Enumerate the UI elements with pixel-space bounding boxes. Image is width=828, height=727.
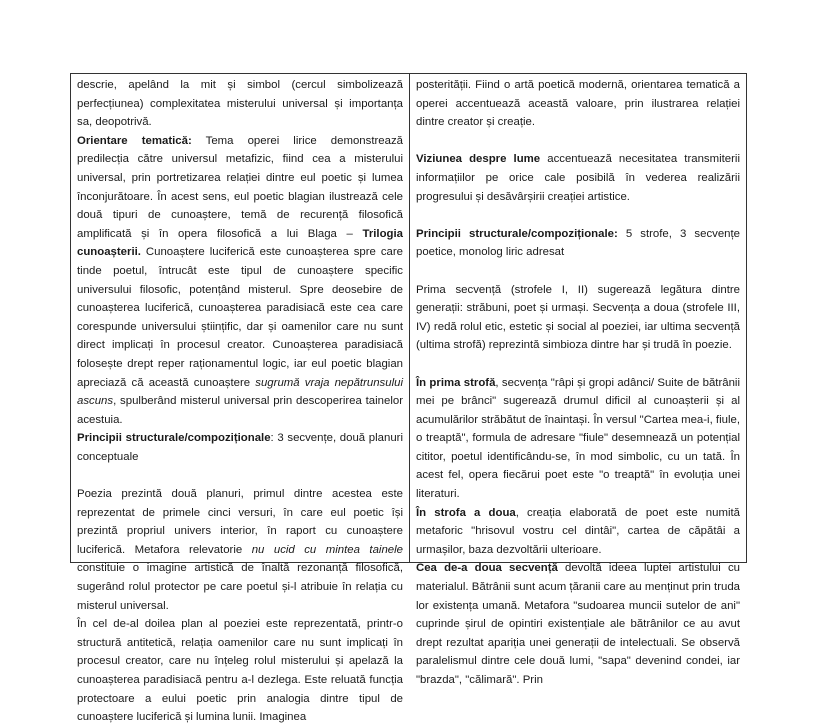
text: devoltă ideea luptei artistului cu materialul. Bătrânii sunt acum țăranii care au menținut prin truda lor existența umană. Metafora "sudoarea muncii sutelor de ani" cuprinde șirul de opintiri existențiale ale bătrânilor ce au avut drept rezultat apariția unei generații de intelectuali. Se observă paralelismul dintre cele două lumi, "sapa" devenind condei, iar "brazda", "călimară". Prin (416, 562, 740, 686)
text: , creația elaborată de poet este numită metaforic "hrisovul vostru cel dintâi", cartea de căpătâi a urmașilor, baza dezvoltării ulterioare. (416, 506, 740, 556)
section-label: În strofa a doua (416, 506, 516, 519)
paragraph-first-plan (77, 485, 403, 615)
paragraph-sequences (416, 281, 740, 355)
italic-quote: sugrumă vraja nepătrunsului ascuns (77, 376, 403, 408)
paragraph-world-view (416, 150, 740, 206)
spacer (416, 355, 740, 374)
section-label: Principii structurale/compoziționale (77, 432, 271, 445)
section-label: Orientare tematică: (77, 134, 192, 147)
section-label: Cea de-a doua secvență (416, 562, 558, 575)
bold-title: Trilogia cunoașterii. (77, 227, 403, 259)
section-label: În prima strofă (416, 376, 496, 389)
paragraph-second-stanza (416, 504, 740, 560)
text: Poezia prezintă două planuri, primul dintre acestea este reprezentat de primele cinci versuri, în care eul poetic își prezintă propriul univers interior, în raport cu cunoaștere luciferică. Metafora relevatorie (77, 488, 403, 556)
paragraph-second-plan (77, 615, 403, 727)
spacer (77, 466, 403, 485)
text: 5 strofe, 3 secvențe poetice, monolog liric adresat (416, 227, 740, 259)
text: Cunoaștere luciferică este cunoașterea spre care tinde poetul, întrucât este tipul de cunoaștere specific universului filosofic, potențând misterul. Spre deosebire de cunoașterea luciferică, cunoașterea paradisiacă este cea care corespunde universului științific, dar și oamenilor care nu sunt direct implicați în procesul creator. Cunoașterea paradisiacă folosește drept reper raționamentul logic, iar eul poetic blagian apreciază că această cunoaștere (77, 246, 403, 389)
spacer (416, 262, 740, 281)
paragraph-structural-principles (416, 225, 740, 262)
text: Tema operei lirice demonstrează predilecția către universul metafizic, fiind cea a misterului universal, prin portretizarea relației dintre eul poetic și lumea înconjurătoare. În acest sens, eul poetic blagian ilustrează cele două tipuri de cunoaștere, temă de recurență filosofică amplificată și în opera filosofică a lui Blaga – (77, 134, 403, 240)
italic-quote: nu ucid cu mintea tainele (251, 543, 403, 556)
right-column (410, 74, 746, 686)
text: descrie, apelând la mit și simbol (cercul simbolizează perfecțiunea) complexitatea misterului universal și importanța sa, deopotrivă. (77, 79, 403, 129)
text: Prima secvență (strofele I, II) sugerează legătura dintre generații: străbuni, poet și urmași. Secvența a doua (strofele III, IV) redă rolul etic, estetic și social al poeziei, iar ultima secvență (ultima strofă) reprezintă simbioza dintre har și trudă în poezie. (416, 283, 740, 352)
paragraph-second-sequence (416, 559, 740, 689)
paragraph-thematic-orientation (77, 132, 403, 430)
paragraph-posterity (416, 76, 740, 132)
left-column (71, 74, 410, 724)
paragraph-intro (77, 76, 403, 132)
text: , spulberând misterul universal prin descoperirea tainelor acestuia. (77, 395, 403, 426)
section-label: Principii structurale/compoziționale: (416, 227, 618, 240)
spacer (416, 132, 740, 151)
paragraph-first-stanza (416, 374, 740, 504)
section-label: Viziunea despre lume (416, 153, 541, 166)
spacer (416, 206, 740, 225)
text: În cel de-al doilea plan al poeziei este reprezentată, printr-o structură antitetică, relația oamenilor care nu sunt implicați în procesul creator, care nu înțeleg rolul misterului și apelază la cunoașterea paradisiacă pentru a-l dezlega. Este reluată funcția protectoare a eului poetic prin analogia dintre tipul de cunoaștere luciferică și lumina lunii. Imaginea (77, 618, 403, 724)
text: : 3 secvențe, două planuri conceptuale (77, 432, 403, 463)
text: constituie o imagine artistică de înaltă rezonanță filosofică, sugerând rolul protector pe care poetul și-l atribuie în relația cu misterul universal. (77, 562, 403, 612)
text: posterității. Fiind o artă poetică modernă, orientarea tematică a operei accentuează această valoare, prin ilustrarea relației dintre creator și creație. (416, 79, 740, 129)
document-table (70, 73, 747, 724)
text: accentuează necesitatea transmiterii informațiilor pe orice cale posibilă în vederea realizării progresului și desăvârșirii creației artistice. (416, 153, 740, 203)
paragraph-structural-principles (77, 429, 403, 466)
text: , secvența "râpi și gropi adânci/ Suite de bătrânii mei pe brânci" sugerează drumul dificil al cunoașterii și al acumulărilor străbătut de înaintași. În versul "Cartea mea-i, fiule, o treaptă", formula de adresare "fiule" desemnează un potențial cititor, poetul identificându-se, în mod simbolic, cu un tată. În acest fel, opera fiecărui poet este "o treaptă" în evoluția unei literaturi. (416, 376, 740, 501)
